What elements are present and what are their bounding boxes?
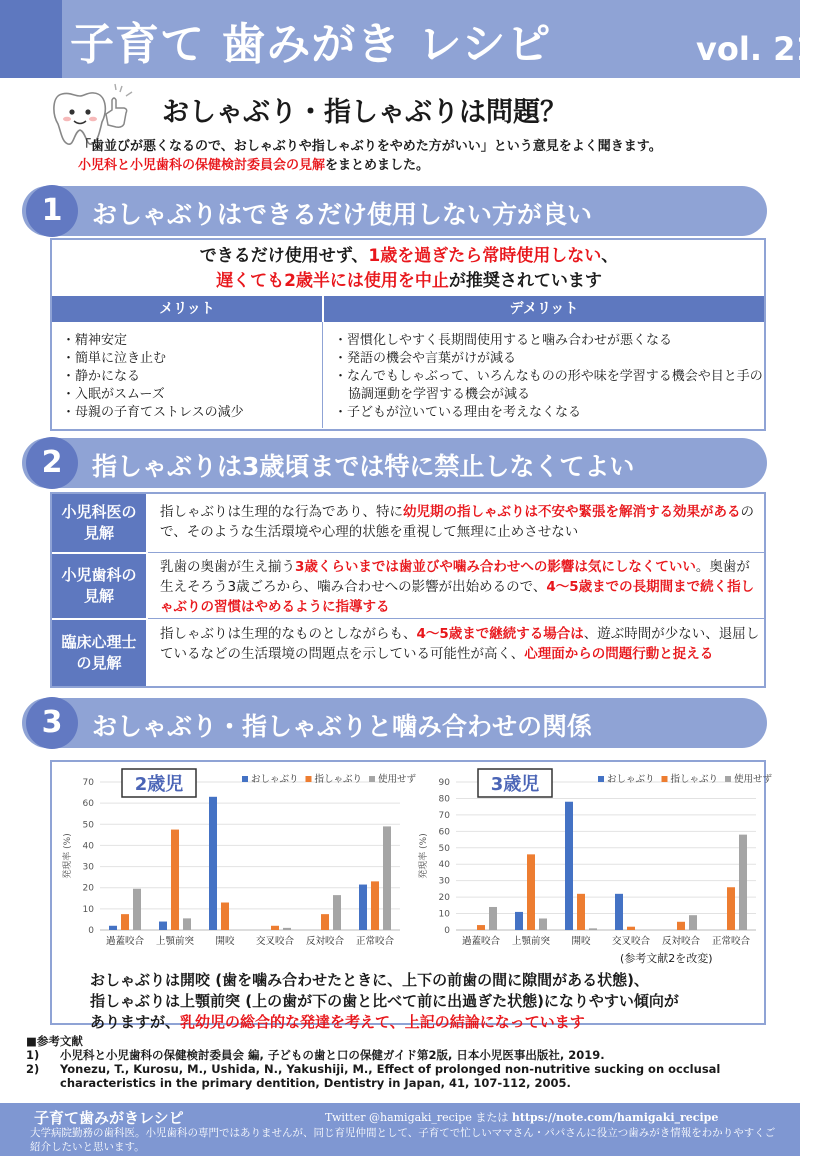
intro-text [78,137,793,175]
demerit-header: デメリット [324,296,764,322]
bar [371,881,379,930]
x-tick-label: 開咬 [571,936,591,947]
intro-highlight: 小児科と小児歯科の保健検討委員会の見解 [78,158,326,173]
bar [321,914,329,930]
section-1-lead-line-1 [52,244,766,269]
row-separator [148,552,764,553]
references [26,1034,786,1090]
bar [489,907,497,930]
lead-2-highlight: 遅くても2歳半には使用を中止 [216,271,449,291]
y-tick-label: 70 [438,810,450,821]
conclusion-line-2: 指しゃぶりは上顎前突 (上の歯が下の歯と比べて前に出過ぎた状態)になりやすい傾向が [90,992,679,1010]
column-divider [322,322,323,428]
lead-1-text: できるだけ使用せず、 [199,246,369,266]
psychologist-label: 臨床心理士の見解 [52,620,146,686]
legend-swatch [242,776,248,782]
section-1-number: 1 [26,185,78,237]
list-item: ・精神安定 [62,333,128,348]
bar [739,835,747,930]
row-highlight: 幼児期の指しゃぶりは不安や緊張を解消する効果がある [403,504,741,520]
section-3-title: おしゃぶり・指しゃぶりと噛み合わせの関係 [92,712,593,741]
y-tick-label: 10 [438,909,450,920]
bar [171,830,179,930]
legend-label: おしゃぶり [607,774,655,785]
reference-text: 小児科と小児歯科の保健検討委員会 編, 子どもの歯と口の保健ガイド第2版, 日本小児医事出版社, 2019. [60,1048,605,1062]
note-link[interactable]: https://note.com/hamigaki_recipe [511,1111,719,1124]
x-tick-label: 正常咬合 [355,936,395,947]
demerit-list [334,332,764,422]
bar [477,925,485,930]
legend-swatch [598,776,604,782]
merit-list [62,332,317,422]
legend-swatch [662,776,668,782]
chart-2yo [56,768,417,954]
chart-3yo [412,768,773,954]
bar [627,927,635,930]
legend-label: 使用せず [378,774,417,785]
footer-links [325,1109,718,1125]
y-axis-label: 発現率 (%) [419,833,429,879]
bar [209,797,217,930]
footer-description: 大学病院勤務の歯科医。小児歯科の専門ではありませんが、同じ育児仲間として、子育てで忙しいママさん・パパさんに役立つ歯みがき情報をわかりやすくご紹介したいと思います。 [30,1127,776,1153]
bar [565,802,573,930]
bar [615,894,623,930]
list-item: ・習慣化しやすく長期間使用すると噛み合わせが悪くなる [334,333,673,348]
pediatrician-text [160,502,760,542]
conclusion-line-3 [90,1012,770,1033]
legend-swatch [306,776,312,782]
pediatric-dentist-text [160,557,760,617]
x-tick-label: 過蓋咬合 [105,936,145,947]
source-note: (参考文献2を改変) [620,952,713,965]
reference-item [26,1062,786,1090]
section-1-lead [52,244,766,294]
y-tick-label: 30 [438,876,450,887]
y-tick-label: 0 [88,926,94,936]
section-2-number: 2 [26,437,78,489]
legend-label: おしゃぶり [251,774,299,785]
x-tick-label: 上顎前突 [511,936,551,947]
chart-title: 2歳児 [134,774,184,795]
row-text: 指しゃぶりは生理的なものとしながらも、 [160,626,417,642]
lead-1-highlight: 1歳を過ぎたら常時使用しない [368,246,602,266]
row-text: 指しゃぶりは生理的な行為であり、特に [160,504,403,520]
y-tick-label: 60 [82,799,94,810]
references-heading: ■参考文献 [26,1034,83,1048]
legend-label: 指しゃぶり [314,774,363,785]
y-tick-label: 10 [82,904,94,915]
intro-line-1: 「歯並びが悪くなるので、おしゃぶりや指しゃぶりをやめた方がいい」という意見をよく聞きます。 [78,139,662,154]
row-text: ので、そのような生活環境や心理的状態を重視して無理に止めさせない [160,504,754,540]
footer-title: 子育て歯みがきレシピ [34,1109,184,1127]
x-tick-label: 上顎前突 [155,936,195,947]
pediatrician-label: 小児科医の見解 [52,494,146,552]
intro-line-2-rest: をまとめました。 [325,158,430,173]
x-tick-label: 開咬 [215,936,235,947]
reference-item [26,1048,786,1062]
y-tick-label: 50 [82,820,94,831]
row-text: 。奥歯が生えそろう3歳ごろから、噛み合わせへの影響が出始めるので、 [160,559,750,595]
section-1-lead-line-2 [52,269,766,294]
list-item: ・子どもが泣いている理由を考えなくなる [334,405,582,420]
x-tick-label: 交叉咬合 [611,936,651,947]
psychologist-text [160,624,760,664]
list-item: ・発語の機会や言葉がけが減る [334,351,517,366]
reference-text: Yonezu, T., Kurosu, M., Ushida, N., Yakushiji, M., Effect of prolonged non-nutritive sucking on occlusal characteristics in the primary dentition, Dentistry in Japan, 41, 107-112, 2005. [60,1062,721,1090]
bar [383,826,391,930]
bar [271,926,279,930]
section-2-title: 指しゃぶりは3歳頃までは特に禁止しなくてよい [92,452,635,481]
legend-swatch [725,776,731,782]
volume-label: vol. 21 [696,30,818,68]
y-axis-label: 発現率 (%) [63,833,73,879]
x-tick-label: 反対咬合 [661,936,701,947]
title-accent [0,0,62,78]
merit-header: メリット [52,296,322,322]
bar [359,885,367,930]
bar [527,854,535,930]
bar [589,928,597,930]
bar [333,895,341,930]
y-tick-label: 60 [438,827,450,838]
bar [515,912,523,930]
twitter-link[interactable]: Twitter @hamigaki_recipe [325,1111,472,1124]
y-tick-label: 80 [438,794,450,805]
x-tick-label: 正常咬合 [711,936,751,947]
conclusion-line-1: おしゃぶりは開咬 (歯を噛み合わせたときに、上下の前歯の間に隙間がある状態)、 [90,971,649,989]
y-tick-label: 70 [82,778,94,788]
bar [221,903,229,930]
bar [121,914,129,930]
row-separator [148,618,764,619]
bar [109,926,117,930]
chart-title: 3歳児 [490,774,540,795]
list-item: ・なんでもしゃぶって、いろんなものの形や味を学習する機会や目と手の協調運動を学習する機会が減る [334,369,763,402]
bar [283,928,291,930]
page-title: 子育て 歯みがき レシピ [70,19,552,70]
section-3-number: 3 [26,697,78,749]
list-item: ・静かになる [62,369,141,384]
lead-2-tail: が推奨されています [448,271,602,291]
y-tick-label: 40 [438,860,450,871]
reference-number: 1) [26,1048,40,1062]
bar [133,889,141,930]
legend-swatch [369,776,375,782]
list-item: ・簡単に泣き止む [62,351,167,366]
y-tick-label: 0 [444,926,450,936]
bar [677,922,685,930]
bar [727,887,735,930]
x-tick-label: 過蓋咬合 [461,936,501,947]
y-tick-label: 50 [438,843,450,854]
row-highlight: 4〜5歳まで継続する場合は [416,626,584,642]
x-tick-label: 交叉咬合 [255,936,295,947]
legend-label: 使用せず [734,774,773,785]
y-tick-label: 20 [82,883,94,894]
bar [689,915,697,930]
bar [159,922,167,930]
intro-line-2 [78,156,793,175]
x-tick-label: 反対咬合 [305,936,345,947]
legend-label: 指しゃぶり [670,774,719,785]
list-item: ・入眠がスムーズ [62,387,165,402]
lead-1-tail: 、 [601,246,619,266]
row-highlight: 4〜5歳までの長期間まで続く指しゃぶりの習慣はやめるように指導する [160,579,755,615]
y-tick-label: 20 [438,893,450,904]
y-tick-label: 90 [438,778,450,788]
y-tick-label: 40 [82,841,94,852]
reference-number: 2) [26,1062,40,1076]
y-tick-label: 30 [82,862,94,873]
row-text: 、遊ぶ時間が少ない、退屈しているなどの生活環境の問題点を示している可能性が高く、 [160,626,760,662]
section-1-title: おしゃぶりはできるだけ使用しない方が良い [92,200,593,229]
row-highlight: 3歳くらいまでは歯並びや噛み合わせへの影響は気にしなくていい [295,559,696,575]
row-highlight: 心理面からの問題行動と捉える [524,646,714,662]
bar [183,918,191,930]
subtitle: おしゃぶり・指しゃぶりは問題？ [162,97,567,128]
list-item: ・母親の子育てストレスの減少 [62,405,244,420]
pediatric-dentist-label: 小児歯科の見解 [52,554,146,618]
footer-or: または [471,1111,512,1124]
conclusion-highlight: 乳幼児の総合的な発達を考えて、上記の結論になっています [180,1013,585,1031]
bar [577,894,585,930]
row-text: 乳歯の奥歯が生え揃う [160,559,295,575]
bar [539,918,547,930]
conclusion-text: ありますが、 [90,1013,181,1031]
